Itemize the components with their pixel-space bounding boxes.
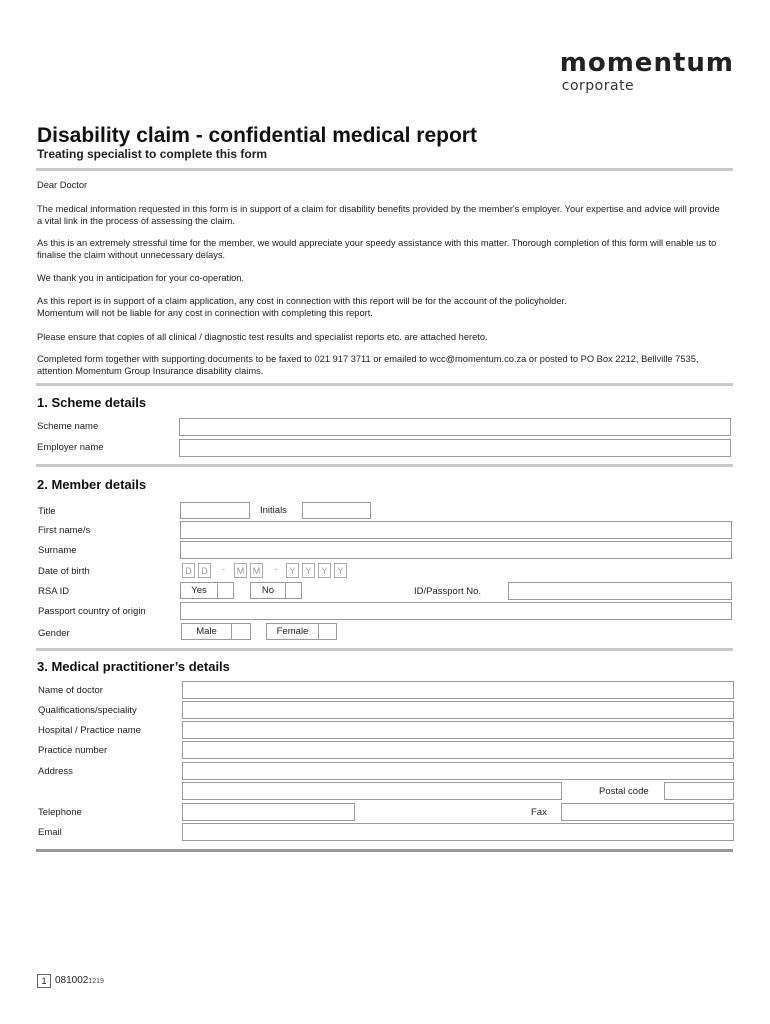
fax-field[interactable] <box>561 803 734 821</box>
gender-female-checkbox[interactable] <box>318 623 337 640</box>
title-label: Title <box>38 506 56 517</box>
gender-male-label: Male <box>181 623 232 640</box>
divider <box>36 849 733 852</box>
form-code-main: 081002 <box>55 975 89 986</box>
initials-field[interactable] <box>302 502 371 519</box>
form-code-suffix: 1219 <box>88 978 104 985</box>
qualifications-label: Qualifications/speciality <box>38 705 137 716</box>
rsa-id-no-label: No <box>250 582 286 599</box>
section-member-heading: 2. Member details <box>37 477 147 492</box>
title-field[interactable] <box>180 502 250 519</box>
brand-name: momentum <box>559 48 734 78</box>
id-passport-field[interactable] <box>508 582 732 600</box>
practice-number-label: Practice number <box>38 745 108 756</box>
telephone-field[interactable] <box>182 803 355 821</box>
divider <box>36 648 733 651</box>
first-names-field[interactable] <box>180 521 732 539</box>
hospital-label: Hospital / Practice name <box>38 725 141 736</box>
dob-month-digit[interactable]: M <box>250 563 263 578</box>
page-subtitle: Treating specialist to complete this form <box>37 147 268 161</box>
address-label: Address <box>38 766 73 777</box>
rsa-id-label: RSA ID <box>38 586 70 597</box>
qualifications-field[interactable] <box>182 701 734 719</box>
intro-greeting: Dear Doctor <box>37 180 88 190</box>
fax-label: Fax <box>531 807 547 818</box>
hospital-field[interactable] <box>182 721 734 739</box>
gender-male-checkbox[interactable] <box>231 623 251 640</box>
rsa-id-yes-checkbox[interactable] <box>217 582 234 599</box>
surname-field[interactable] <box>180 541 732 559</box>
dob-label: Date of birth <box>38 566 90 577</box>
dob-year-digit[interactable]: Y <box>334 563 347 578</box>
section-practitioner-heading: 3. Medical practitioner’s details <box>37 659 230 674</box>
page-number: 1 <box>37 974 51 988</box>
intro-paragraph: Please ensure that copies of all clinical / diagnostic test results and specialist reports etc. are attached hereto. <box>37 332 488 342</box>
intro-paragraph: Completed form together with supporting documents to be faxed to 021 917 3711 or emailed to wcc@momentum.co.za or posted to PO Box 2212, Bellville 7535, attention Momentum Group Insurance disability claims. <box>37 354 699 376</box>
initials-label: Initials <box>260 505 287 516</box>
rsa-id-no-checkbox[interactable] <box>285 582 302 599</box>
momentum-logo <box>560 48 734 94</box>
dob-separator: - <box>274 564 277 574</box>
doctor-name-label: Name of doctor <box>38 685 103 696</box>
scheme-name-field[interactable] <box>179 418 731 436</box>
intro-paragraph: As this is an extremely stressful time for the member, we would appreciate your speedy assistance with this matter. Thorough completion of this form will enable us to finalise the claim without unnecessary delays. <box>37 238 717 260</box>
practice-number-field[interactable] <box>182 741 734 759</box>
email-field[interactable] <box>182 823 734 841</box>
divider <box>36 168 733 171</box>
postal-code-label: Postal code <box>599 786 649 797</box>
dob-day-digit[interactable]: D <box>198 563 211 578</box>
postal-code-field[interactable] <box>664 782 734 800</box>
telephone-label: Telephone <box>38 807 82 818</box>
gender-female-label: Female <box>266 623 319 640</box>
intro-paragraph: As this report is in support of a claim application, any cost in connection with this report will be for the account of the policyholder. <box>37 296 567 306</box>
passport-country-field[interactable] <box>180 602 732 620</box>
dob-month-digit[interactable]: M <box>234 563 247 578</box>
intro-paragraph: We thank you in anticipation for your co-operation. <box>37 273 245 283</box>
first-names-label: First name/s <box>38 525 91 536</box>
id-passport-label: ID/Passport No. <box>414 586 482 597</box>
dob-year-digit[interactable]: Y <box>302 563 315 578</box>
section-scheme-heading: 1. Scheme details <box>37 395 147 410</box>
divider <box>36 383 733 386</box>
intro-paragraph: Momentum will not be liable for any cost in connection with completing this report. <box>37 308 373 318</box>
employer-name-label: Employer name <box>37 442 104 453</box>
form-code <box>55 975 104 986</box>
intro-paragraph: The medical information requested in this form is in support of a claim for disability benefits provided by the member's employer. Your expertise and advice will provide a vital link in the process of assessing the claim. <box>37 204 720 226</box>
address-field-line2[interactable] <box>182 782 562 800</box>
dob-day-digit[interactable]: D <box>182 563 195 578</box>
brand-sub: corporate <box>561 78 635 94</box>
doctor-name-field[interactable] <box>182 681 734 699</box>
dob-year-digit[interactable]: Y <box>318 563 331 578</box>
email-label: Email <box>38 827 62 838</box>
gender-label: Gender <box>38 628 70 639</box>
divider <box>36 464 733 467</box>
passport-country-label: Passport country of origin <box>38 606 146 617</box>
dob-year-digit[interactable]: Y <box>286 563 299 578</box>
rsa-id-yes-label: Yes <box>180 582 218 599</box>
surname-label: Surname <box>38 545 77 556</box>
address-field-line1[interactable] <box>182 762 734 780</box>
page-title: Disability claim - confidential medical report <box>37 124 477 147</box>
dob-separator: - <box>222 564 225 574</box>
employer-name-field[interactable] <box>179 439 731 457</box>
scheme-name-label: Scheme name <box>37 421 99 432</box>
